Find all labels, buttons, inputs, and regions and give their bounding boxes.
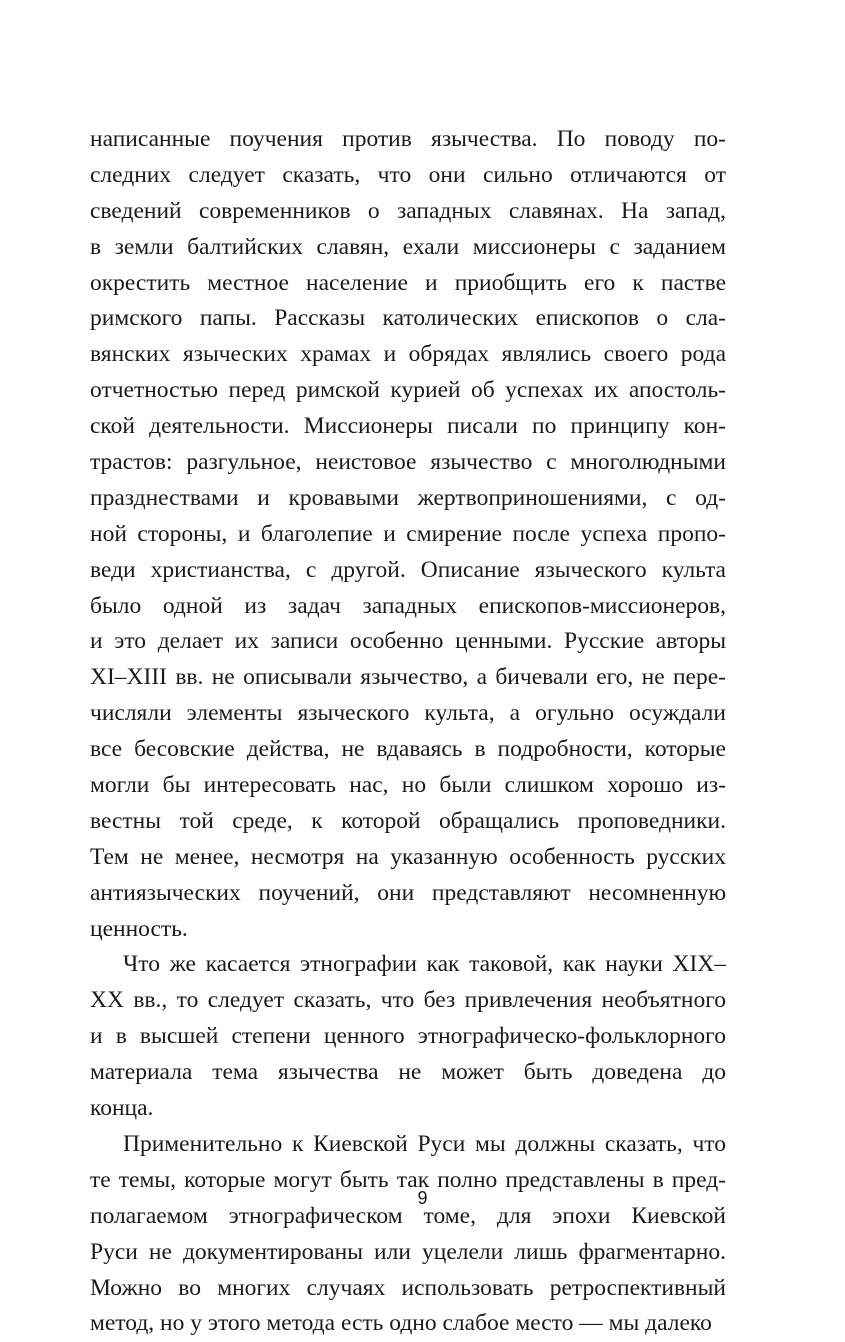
text-line: все бесовские действа, не вдаваясь в подробности, которые [90,736,726,763]
text-line: сведений современников о западных славянах. На запад, [90,197,726,224]
text-line: конца. [90,1095,154,1122]
text-line: отчетностью перед римской курией об успехах их апостоль- [90,377,726,404]
text-line: было одной из задач западных епископов-миссионеров, [90,592,726,619]
text-line: написанные поучения против язычества. По поводу по- [90,126,726,152]
text-line: могли бы интересовать нас, но были слишком хорошо из- [90,772,726,799]
text-line: ной стороны, и благолепие и смирение после успеха пропо- [90,520,726,547]
text-line: Применительно к Киевской Руси мы должны сказать, что [123,1130,726,1157]
text-line: XI–XIII вв. не описывали язычество, а бичевали его, не пере- [90,664,726,691]
text-line: вестны той среде, к которой обращались проповедники. [90,807,726,834]
text-line: материала тема язычества не может быть доведена до [90,1059,726,1086]
text-line: веди христианства, с другой. Описание языческого культа [90,556,726,583]
text-line: вянских языческих храмах и обрядах являлись своего рода [90,341,726,368]
text-line: в земли балтийских славян, ехали миссионеры с заданием [90,233,726,260]
text-line: те темы, которые могут быть так полно представлены в пред- [90,1166,726,1193]
text-line: окрестить местное население и приобщить его к пастве [90,269,726,296]
text-line: празднествами и кровавыми жертвоприношениями, с од- [90,484,726,511]
text-line: метод, но у этого метода есть одно слабое место — мы далеко [90,1310,712,1337]
text-line: следних следует сказать, что они сильно отличаются от [90,161,726,188]
text-line: и в высшей степени ценного этнографическо-фольклорного [90,1023,726,1050]
text-line: Можно во многих случаях использовать ретроспективный [90,1274,726,1301]
body-text [90,122,726,1342]
text-line: трастов: разгульное, неистовое язычество с многолюдными [90,449,726,476]
paragraph [90,1127,726,1342]
text-line: ценность. [90,915,188,942]
text-line: римского папы. Рассказы католических епископов о сла- [90,305,726,332]
text-line: антиязыческих поучений, они представляют несомненную [90,879,726,906]
text-line: и это делает их записи особенно ценными. Русские авторы [90,628,726,655]
text-line: ской деятельности. Миссионеры писали по принципу кон- [90,413,726,440]
text-line: полагаемом этнографическом томе, для эпохи Киевской [90,1202,726,1229]
paragraph [90,122,726,947]
text-line: XX вв., то следует сказать, что без привлечения необъятного [90,987,726,1014]
paragraph [90,947,726,1126]
text-line: числяли элементы языческого культа, а огульно осуждали [90,700,726,727]
text-line: Что же касается этнографии как таковой, как науки XIX– [123,951,726,978]
text-line: Руси не документированы или уцелели лишь фрагментарно. [90,1238,726,1265]
page-number: 9 [417,1188,428,1208]
text-line: Тем не менее, несмотря на указанную особенность русских [90,843,726,870]
